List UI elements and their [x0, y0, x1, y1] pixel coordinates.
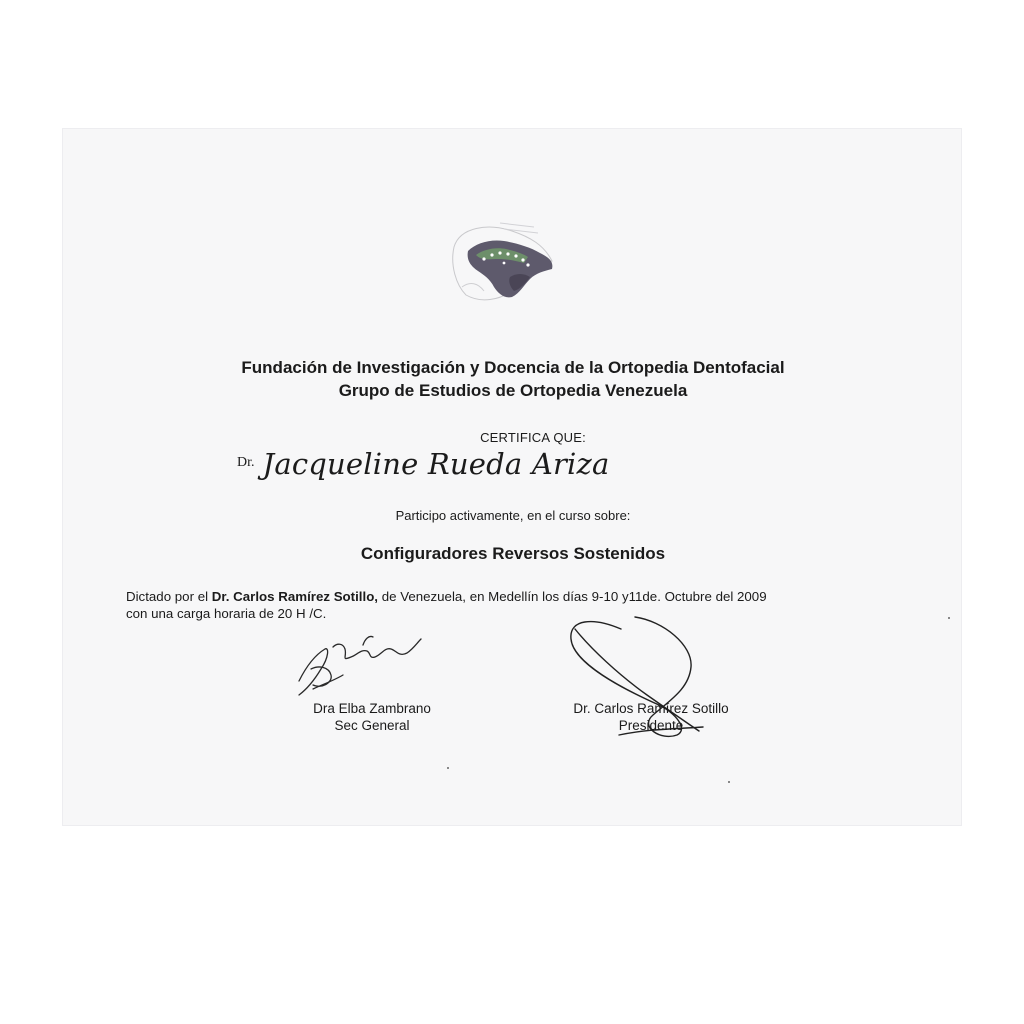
course-hours: con una carga horaria de 20 H /C. [126, 606, 327, 621]
recipient-title: Dr. [237, 455, 255, 470]
signatory-name: Dra Elba Zambrano [313, 701, 431, 716]
signature-elba-zambrano [299, 636, 421, 695]
course-details-line1 [126, 588, 767, 605]
scan-speck [948, 617, 950, 619]
signatory-role: Presidente [618, 718, 684, 733]
recipient-name: Jacqueline Rueda Ariza [262, 447, 610, 481]
instructor-name: Dr. Carlos Ramírez Sotillo, [211, 589, 379, 604]
dictado-prefix: Dictado por el [126, 589, 212, 604]
signatory-president [531, 700, 771, 734]
certifies-heading: CERTIFICA QUE: [480, 430, 586, 445]
certificate-sheet [62, 128, 962, 826]
participation-text: Participo activamente, en el curso sobre: [395, 508, 631, 523]
course-details [126, 588, 767, 622]
scan-speck [447, 767, 449, 769]
signatory-secretary [287, 700, 457, 734]
signatory-name: Dr. Carlos Ramírez Sotillo [573, 701, 729, 716]
course-title: Configuradores Reversos Sostenidos [360, 544, 666, 563]
venezuela-map-emblem-icon [440, 217, 565, 309]
recipient [237, 447, 609, 481]
organization-group: Grupo de Estudios de Ortopedia Venezuela [338, 381, 688, 400]
organization-name: Fundación de Investigación y Docencia de la Ortopedia Dentofacial [241, 358, 785, 377]
signatory-role: Sec General [334, 718, 410, 733]
dictado-suffix: de Venezuela, en Medellín los días 9-10 y11de. Octubre del 2009 [378, 589, 767, 604]
scan-speck [728, 781, 730, 783]
